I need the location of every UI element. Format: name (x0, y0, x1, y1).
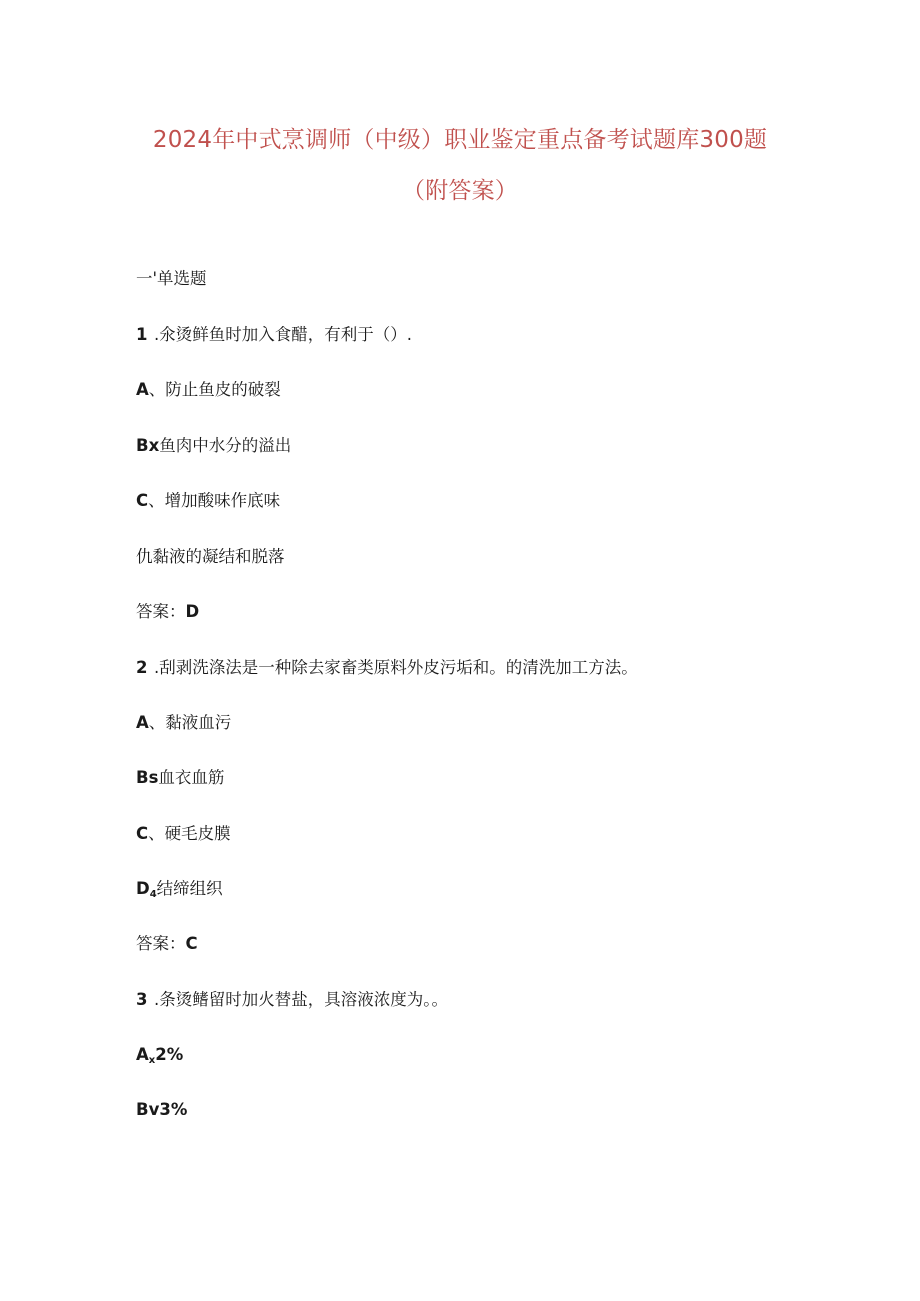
option-label: Bs (136, 768, 159, 787)
option-label: Bx (136, 436, 160, 455)
question-2-option-a (136, 712, 231, 734)
question-2-option-d (136, 878, 223, 906)
question-1-option-d (136, 546, 285, 568)
option-text: 仇黏液的凝结和脱落 (136, 547, 285, 566)
question-1-answer (136, 601, 199, 623)
answer-value: D (185, 602, 200, 621)
question-text: .刮剥洗涤法是一种除去家畜类原料外皮污垢和。的清洗加工方法。 (154, 658, 638, 677)
document-title-line-2: （附答案） (402, 178, 518, 204)
option-text: 血衣血筋 (158, 768, 225, 787)
option-label: A (136, 1045, 149, 1064)
question-number: 1 (136, 325, 148, 344)
question-2-option-b (136, 767, 224, 789)
answer-label: 答案： (136, 934, 186, 953)
question-3-option-b (136, 1099, 187, 1121)
option-label: A (136, 713, 149, 732)
question-1-option-c (136, 490, 280, 512)
option-text: 鱼肉中水分的溢出 (159, 436, 292, 455)
question-3-option-a (136, 1044, 183, 1072)
question-1-stem (136, 324, 412, 346)
option-label-subscript: x (148, 1055, 156, 1066)
option-separator: 、 (148, 824, 165, 843)
document-title-line-1: 2024年中式烹调师（中级）职业鉴定重点备考试题库300题 (152, 127, 768, 153)
option-label: D (136, 879, 150, 898)
option-label-subscript: 4 (149, 889, 157, 900)
option-text: 结缔组织 (156, 879, 223, 898)
option-separator: 、 (148, 380, 166, 399)
question-1-option-a (136, 379, 281, 401)
answer-value: C (185, 934, 198, 953)
option-label: Bv3% (136, 1100, 188, 1119)
question-3-stem (136, 989, 448, 1011)
option-text: 增加酸味作底味 (164, 491, 281, 510)
option-text: 硬毛皮膜 (164, 824, 231, 843)
option-text: 黏液血污 (165, 713, 232, 732)
question-text: .条烫鳍留时加火替盐，具溶液浓度为。。 (154, 990, 448, 1009)
question-2-stem (136, 657, 638, 679)
question-text: .氽烫鲜鱼时加入食醋，有利于（）. (154, 325, 412, 344)
option-text: 防止鱼皮的破裂 (165, 380, 281, 399)
question-number: 2 (136, 658, 148, 677)
option-separator: 、 (148, 491, 165, 510)
option-separator: 、 (148, 713, 166, 732)
section-heading: 一'单选题 (136, 269, 207, 288)
option-label: C (136, 491, 149, 510)
option-label: C (136, 824, 149, 843)
option-label: A (136, 380, 149, 399)
answer-label: 答案： (136, 602, 186, 621)
question-2-option-c (136, 823, 231, 845)
question-2-answer (136, 933, 198, 955)
question-1-option-b (136, 435, 291, 457)
option-text: 2% (155, 1045, 184, 1064)
question-number: 3 (136, 990, 148, 1009)
